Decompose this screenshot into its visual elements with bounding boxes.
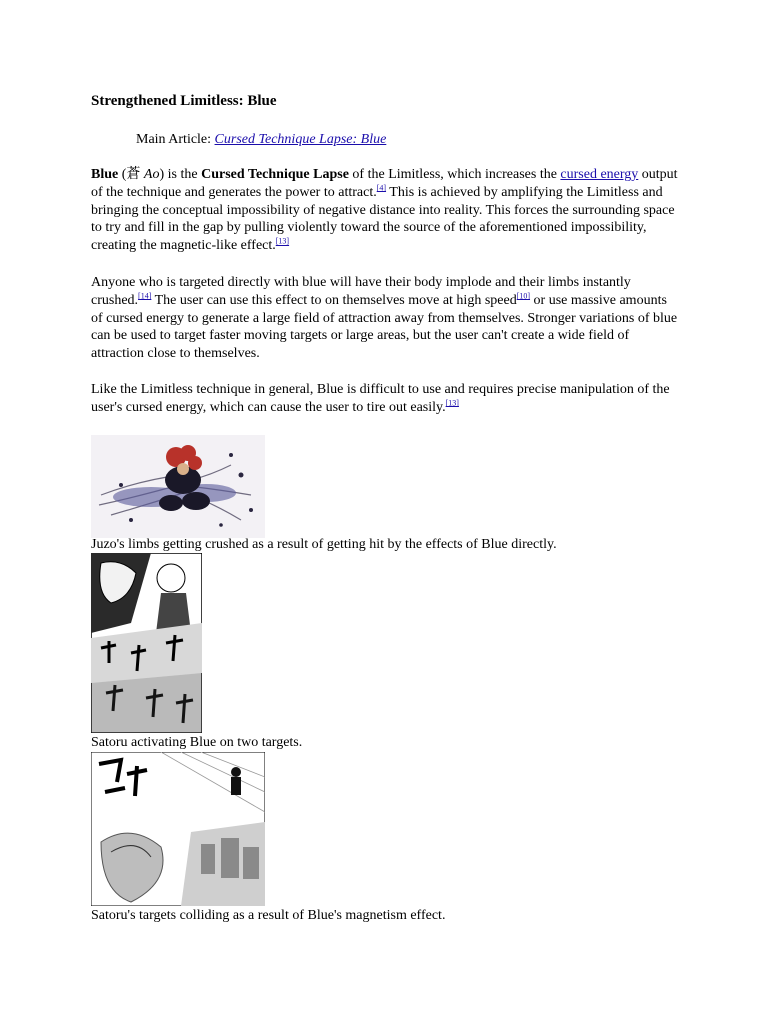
satoru-manga-panel — [91, 553, 202, 733]
paragraph-blue-definition: Blue (蒼 Ao) is the Cursed Technique Lapse of the Limitless, which increases the cursed energy output of the technique and generates the power to attract.[4] This is achieved by amplifying the Limitless and bringing the conceptual impossibility of negative distance into reality. This forces the surrounding space to try and fill in the gap by pulling violently toward the source of the aforementioned impossibility, creating the magnetic-like effect.[13] — [91, 167, 678, 254]
main-article-note — [136, 132, 386, 148]
section-heading: Strengthened Limitless: Blue — [91, 93, 277, 109]
text-run: This is achieved by amplifying the Limitless and bringing the conceptual impossibility of negative distance into reality. This forces the surrounding space to try and fill in the gap by pulling violently toward the source of the aforementioned impossibility, creating the magnetic-like effect. — [91, 184, 675, 254]
term-cursed-technique-lapse: Cursed Technique Lapse — [201, 167, 349, 182]
main-article-label: Main Article: — [136, 132, 212, 147]
reference-link[interactable]: [14] — [138, 291, 152, 301]
text-run: Like the Limitless technique in general, Blue is difficult to use and requires precise manipulation of the user's cursed energy, which can cause the user to tire out easily. — [91, 382, 670, 415]
main-article-link[interactable]: Cursed Technique Lapse: Blue — [214, 132, 387, 147]
cursed-energy-link[interactable]: cursed energy — [560, 167, 639, 182]
text-run: or use massive amounts of cursed energy to generate a large field of attraction away from themselves. Stronger variations of blue can be used to target faster moving targets or large areas, but the user can't create a wide field of attraction close to themselves. — [91, 292, 678, 362]
reference-link[interactable]: [13] — [275, 236, 290, 246]
figure-image-satoru-activating — [91, 553, 202, 733]
text-run: The user can use this effect to on themselves move at high speed — [151, 292, 517, 308]
figure-image-targets-colliding — [91, 752, 265, 906]
paragraph-blue-difficulty — [91, 381, 681, 417]
text-run: output of the technique and generates the power to attract. — [91, 167, 678, 200]
text-run: Anyone who is targeted directly with blue will have their body implode and their limbs instantly crushed. — [91, 275, 631, 308]
term-romaji: Ao — [143, 167, 160, 182]
figure-caption: Juzo's limbs getting crushed as a result of getting hit by the effects of Blue directly. — [91, 537, 557, 552]
reference-link[interactable]: [13] — [445, 398, 459, 408]
reference-link[interactable]: [10] — [516, 291, 531, 301]
colliding-manga-panel — [91, 752, 265, 906]
text-run: of the Limitless, which increases the — [348, 167, 561, 182]
figure-image-juzo — [91, 435, 265, 538]
term-kanji: 蒼 — [126, 167, 141, 182]
figure-caption: Satoru activating Blue on two targets. — [91, 735, 303, 750]
paragraph-blue-effects — [91, 274, 681, 363]
figure-caption: Satoru's targets colliding as a result of Blue's magnetism effect. — [91, 908, 446, 923]
term-blue: Blue — [91, 167, 119, 182]
text-run: is the — [164, 167, 202, 182]
reference-link[interactable]: [4] — [376, 183, 387, 193]
juzo-illustration — [91, 435, 265, 538]
